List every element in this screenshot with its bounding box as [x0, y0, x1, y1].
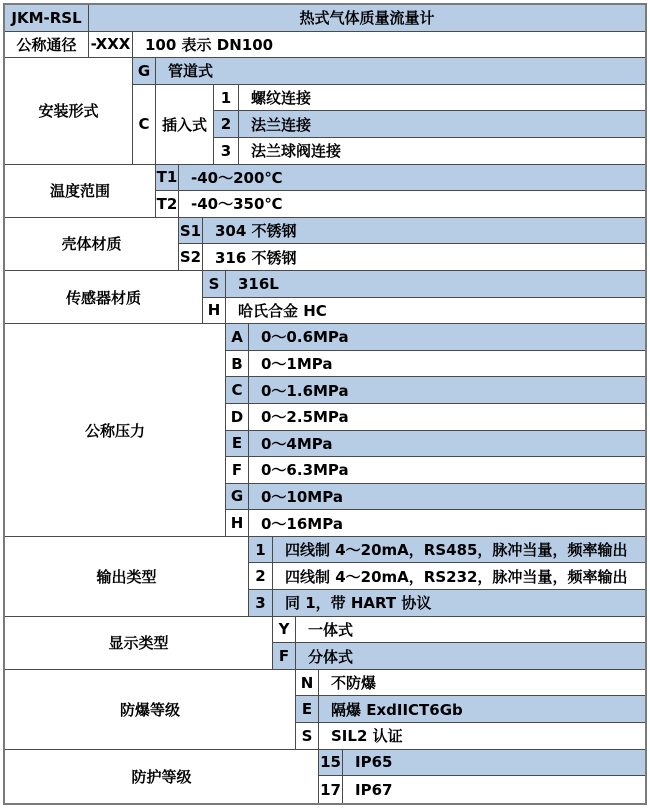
section-label-sensor-material: 传感器材质 — [5, 271, 203, 324]
option-row — [226, 484, 645, 511]
option-desc: 100 表示 DN100 — [133, 32, 645, 59]
option-row — [203, 298, 645, 325]
option-code-cell: T2 — [156, 191, 179, 218]
option-code-cell: B — [226, 351, 249, 378]
option-code-cell: S2 — [179, 244, 203, 271]
option-desc: 隔爆 ExdIICT6Gb — [319, 696, 645, 723]
option-code-cell: -XXX — [89, 32, 133, 59]
option-code-cell: D — [226, 404, 249, 431]
option-desc: 四线制 4～20mA，RS485，脉冲当量，频率输出 — [273, 537, 645, 564]
option-row — [214, 85, 645, 112]
option-desc: SIL2 认证 — [319, 723, 645, 750]
section-label-explosion-proof-rating: 防爆等级 — [5, 670, 296, 750]
option-desc: 四线制 4～20mA，RS232，脉冲当量，频率输出 — [273, 563, 645, 590]
page-title: 热式气体质量流量计 — [89, 5, 645, 32]
option-code-cell: F — [226, 457, 249, 484]
option-desc: 不防爆 — [319, 670, 645, 697]
option-desc: 0～1MPa — [249, 351, 645, 378]
option-row — [179, 218, 645, 245]
section-explosion-proof-rating — [5, 670, 645, 750]
section-label-nominal-diameter: 公称通径 — [5, 32, 89, 59]
section-label-protection-rating: 防护等级 — [5, 750, 319, 803]
section-output-type — [5, 537, 645, 617]
option-code-cell: 3 — [214, 138, 239, 165]
option-desc: -40～200℃ — [179, 165, 645, 192]
option-desc: 同 1，带 HART 协议 — [273, 590, 645, 617]
nominal-diameter-row — [5, 32, 645, 59]
option-desc: 法兰球阀连接 — [239, 138, 645, 165]
option-desc: 法兰连接 — [239, 111, 645, 138]
option-code-cell: S — [203, 271, 226, 298]
section-installation-type — [5, 58, 645, 164]
option-code-cell: G — [226, 484, 249, 511]
option-row — [214, 111, 645, 138]
option-row — [226, 404, 645, 431]
option-code-cell: C — [226, 377, 249, 404]
option-code-cell: E — [226, 431, 249, 458]
option-row — [133, 58, 645, 85]
section-protection-rating — [5, 750, 645, 803]
option-code-cell: 3 — [249, 590, 273, 617]
option-code-cell: A — [226, 324, 249, 351]
option-desc: 螺纹连接 — [239, 85, 645, 112]
option-desc: 304 不锈钢 — [203, 218, 645, 245]
option-code-cell: 2 — [214, 111, 239, 138]
option-code-cell: H — [226, 510, 249, 537]
section-housing-material — [5, 218, 645, 271]
section-label-installation-type: 安装形式 — [5, 58, 133, 164]
section-temperature-range — [5, 165, 645, 218]
option-code-cell: Y — [273, 617, 296, 644]
option-desc: 哈氏合金 HC — [226, 298, 645, 325]
option-row — [249, 590, 645, 617]
section-label-temperature-range: 温度范围 — [5, 165, 156, 218]
section-label-nominal-pressure: 公称压力 — [5, 324, 226, 537]
option-code-cell: E — [296, 696, 319, 723]
option-desc: 316L — [226, 271, 645, 298]
section-label-output-type: 输出类型 — [5, 537, 249, 617]
option-row — [226, 457, 645, 484]
header-row — [5, 5, 645, 32]
section-label-display-type: 显示类型 — [5, 617, 273, 670]
option-row — [226, 510, 645, 537]
option-row — [319, 750, 645, 777]
option-desc: 0～1.6MPa — [249, 377, 645, 404]
option-row — [203, 271, 645, 298]
option-row — [179, 244, 645, 271]
option-desc: 管道式 — [156, 58, 645, 85]
option-code-cell: F — [273, 643, 296, 670]
option-code-cell: C — [133, 85, 156, 165]
option-code-cell: 2 — [249, 563, 273, 590]
option-row — [226, 324, 645, 351]
option-row — [296, 696, 645, 723]
option-desc: 0～4MPa — [249, 431, 645, 458]
option-row — [249, 563, 645, 590]
option-row — [296, 723, 645, 750]
option-row — [226, 377, 645, 404]
option-desc: 0～0.6MPa — [249, 324, 645, 351]
option-row — [319, 776, 645, 803]
section-display-type — [5, 617, 645, 670]
option-row — [226, 431, 645, 458]
option-code-cell: S1 — [179, 218, 203, 245]
option-row — [273, 617, 645, 644]
option-desc: 0～16MPa — [249, 510, 645, 537]
option-code-cell: S — [296, 723, 319, 750]
option-row — [156, 165, 645, 192]
option-desc: 316 不锈钢 — [203, 244, 645, 271]
section-label-housing-material: 壳体材质 — [5, 218, 179, 271]
option-row — [226, 351, 645, 378]
option-desc: 分体式 — [296, 643, 645, 670]
option-desc: 0～2.5MPa — [249, 404, 645, 431]
option-code-cell: 17 — [319, 776, 343, 803]
option-code-cell: 15 — [319, 750, 343, 777]
insertion-subsection — [133, 85, 645, 165]
model-code: JKM-RSL — [5, 5, 89, 32]
ordering-code-table — [3, 3, 647, 805]
option-desc: 0～10MPa — [249, 484, 645, 511]
option-desc: IP65 — [343, 750, 645, 777]
option-row — [296, 670, 645, 697]
option-row — [249, 537, 645, 564]
option-desc: -40～350℃ — [179, 191, 645, 218]
option-desc: 0～6.3MPa — [249, 457, 645, 484]
option-code-cell: 1 — [249, 537, 273, 564]
option-row — [214, 138, 645, 165]
section-nominal-pressure — [5, 324, 645, 537]
option-code-cell: 1 — [214, 85, 239, 112]
insertion-type-label: 插入式 — [156, 85, 214, 165]
option-code-cell: T1 — [156, 165, 179, 192]
option-desc: IP67 — [343, 776, 645, 803]
section-sensor-material — [5, 271, 645, 324]
option-code-cell: G — [133, 58, 156, 85]
option-code-cell: N — [296, 670, 319, 697]
option-row — [273, 643, 645, 670]
option-desc: 一体式 — [296, 617, 645, 644]
option-code-cell: H — [203, 298, 226, 325]
option-row — [156, 191, 645, 218]
